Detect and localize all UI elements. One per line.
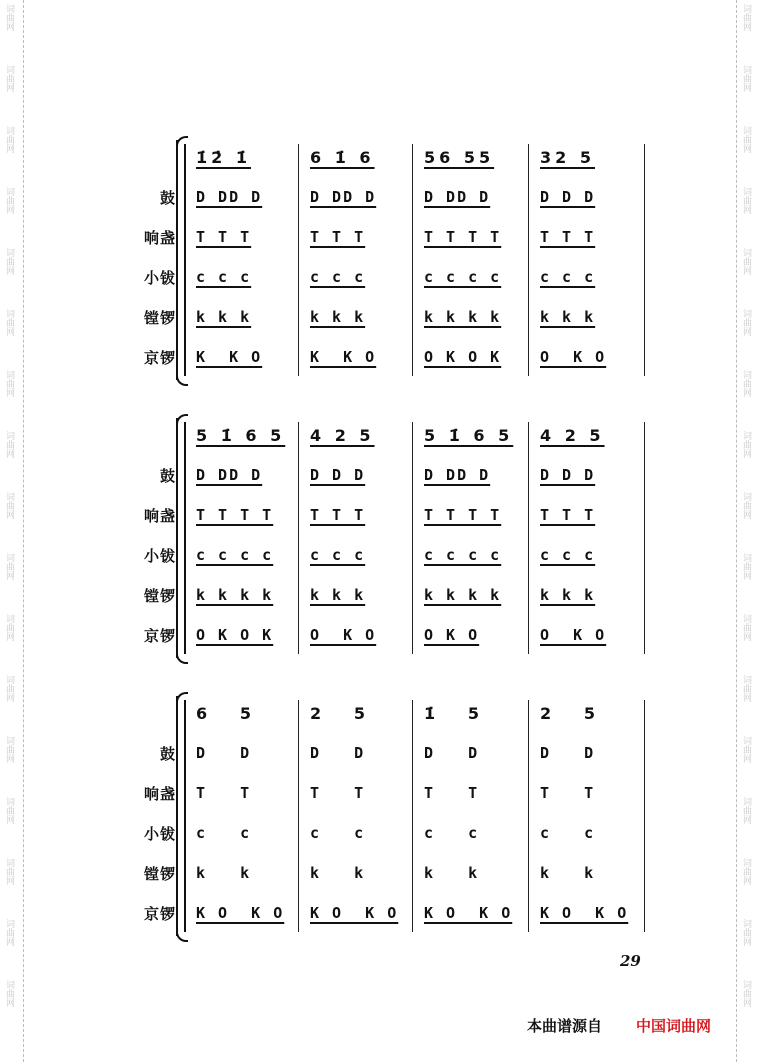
watermark-text: 词曲网 <box>4 431 14 458</box>
melody-measure: 6 1̇ 6 <box>310 148 375 167</box>
barline <box>412 144 413 376</box>
percussion-measure: c c c c <box>424 268 502 286</box>
barline <box>412 422 413 654</box>
instrument-label: 京锣 <box>143 627 176 645</box>
instrument-label: 鼓 <box>159 467 176 485</box>
percussion-measure: D DD D <box>424 466 491 484</box>
watermark-text: 词曲网 <box>741 370 751 397</box>
percussion-measure: K O K O <box>424 904 513 922</box>
percussion-measure: k k k <box>310 586 366 604</box>
percussion-measure: k k k <box>540 308 596 326</box>
percussion-measure: D D <box>196 744 252 762</box>
percussion-measure: c c <box>310 824 366 842</box>
percussion-measure: k k <box>424 864 480 882</box>
watermark-text: 词曲网 <box>4 858 14 885</box>
percussion-measure: k k <box>196 864 252 882</box>
percussion-measure: K K O <box>310 348 377 366</box>
percussion-measure: D D <box>540 744 596 762</box>
instrument-label: 响盏 <box>143 229 176 247</box>
percussion-measure: T T <box>424 784 480 802</box>
instrument-label: 小钹 <box>143 825 176 843</box>
watermark-text: 词曲网 <box>741 919 751 946</box>
watermark-text: 词曲网 <box>741 797 751 824</box>
percussion-measure: O K O <box>540 348 607 366</box>
watermark-text: 词曲网 <box>4 248 14 275</box>
system-bracket-bottom <box>176 652 188 664</box>
melody-measure: 2 5 <box>540 704 599 723</box>
barline <box>528 144 529 376</box>
percussion-measure: T T T <box>310 506 366 524</box>
instrument-label: 小钹 <box>143 547 176 565</box>
percussion-measure: D D <box>310 744 366 762</box>
instrument-label: 鼓 <box>159 745 176 763</box>
percussion-measure: O K O <box>310 626 377 644</box>
percussion-measure: c c c <box>540 546 596 564</box>
system-bracket-bottom <box>176 930 188 942</box>
percussion-measure: c c c <box>310 546 366 564</box>
watermark-text: 词曲网 <box>741 431 751 458</box>
percussion-measure: T T T T <box>424 506 502 524</box>
percussion-measure: O K O K <box>196 626 274 644</box>
percussion-measure: D D D <box>310 466 366 484</box>
watermark-text: 词曲网 <box>4 797 14 824</box>
percussion-measure: c c c <box>540 268 596 286</box>
watermark-text: 词曲网 <box>4 309 14 336</box>
watermark-text: 词曲网 <box>741 675 751 702</box>
instrument-label: 小钹 <box>143 269 176 287</box>
melody-measure: 4 2 5 <box>310 426 375 445</box>
watermark-text: 词曲网 <box>4 919 14 946</box>
percussion-measure: T T <box>310 784 366 802</box>
barline <box>644 422 645 654</box>
percussion-measure: T T T <box>540 506 596 524</box>
footer-source-text: 本曲谱源自 <box>527 1017 603 1035</box>
percussion-measure: D D D <box>540 188 596 206</box>
watermark-text: 词曲网 <box>741 248 751 275</box>
watermark-text: 词曲网 <box>4 65 14 92</box>
instrument-label: 镗锣 <box>143 865 176 883</box>
percussion-measure: D DD D <box>196 188 263 206</box>
watermark-text: 词曲网 <box>4 553 14 580</box>
barline <box>528 700 529 932</box>
watermark-text: 词曲网 <box>4 736 14 763</box>
watermark-text: 词曲网 <box>4 980 14 1007</box>
percussion-measure: T T T <box>196 228 252 246</box>
percussion-measure: c c c c <box>196 546 274 564</box>
watermark-text: 词曲网 <box>4 370 14 397</box>
percussion-measure: c c <box>424 824 480 842</box>
percussion-measure: T T T <box>540 228 596 246</box>
barline <box>298 700 299 932</box>
system-start-line <box>184 422 186 654</box>
system-bracket-bottom <box>176 374 188 386</box>
system-bracket <box>176 140 178 380</box>
watermark-text: 词曲网 <box>4 614 14 641</box>
percussion-measure: c c <box>196 824 252 842</box>
instrument-label: 镗锣 <box>143 587 176 605</box>
barline <box>298 422 299 654</box>
system-start-line <box>184 700 186 932</box>
percussion-measure: k k k <box>310 308 366 326</box>
percussion-measure: T T T T <box>424 228 502 246</box>
watermark-text: 词曲网 <box>741 980 751 1007</box>
percussion-measure: k k <box>310 864 366 882</box>
percussion-measure: K O K O <box>540 904 629 922</box>
melody-measure: 5 1̇ 6 5 <box>196 426 286 445</box>
percussion-measure: k k k <box>196 308 252 326</box>
system-bracket <box>176 418 178 658</box>
barline <box>412 700 413 932</box>
page-number: 29 <box>620 952 641 970</box>
instrument-label: 镗锣 <box>143 309 176 327</box>
percussion-measure: k k k k <box>424 308 502 326</box>
watermark-text: 词曲网 <box>4 187 14 214</box>
melody-measure: 1̇ 5 <box>424 704 483 723</box>
system-bracket <box>176 696 178 936</box>
percussion-measure: D DD D <box>310 188 377 206</box>
right-watermark-strip <box>736 0 760 1062</box>
percussion-measure: c c c c <box>424 546 502 564</box>
barline <box>528 422 529 654</box>
percussion-measure: K K O <box>196 348 263 366</box>
watermark-text: 词曲网 <box>741 187 751 214</box>
watermark-text: 词曲网 <box>4 4 14 31</box>
watermark-text: 词曲网 <box>741 492 751 519</box>
watermark-text: 词曲网 <box>741 736 751 763</box>
watermark-text: 词曲网 <box>741 553 751 580</box>
melody-measure: 56 55 <box>424 148 495 167</box>
percussion-measure: T T <box>196 784 252 802</box>
watermark-text: 词曲网 <box>741 65 751 92</box>
melody-measure: 4 2 5 <box>540 426 605 445</box>
instrument-label: 京锣 <box>143 905 176 923</box>
watermark-text: 词曲网 <box>741 309 751 336</box>
percussion-measure: k k k k <box>424 586 502 604</box>
percussion-measure: D D <box>424 744 480 762</box>
percussion-measure: k k <box>540 864 596 882</box>
percussion-measure: K O K O <box>310 904 399 922</box>
watermark-text: 词曲网 <box>4 675 14 702</box>
watermark-text: 词曲网 <box>741 126 751 153</box>
watermark-text: 词曲网 <box>4 492 14 519</box>
melody-measure: 6 5 <box>196 704 255 723</box>
percussion-measure: T T T <box>310 228 366 246</box>
percussion-measure: T T T T <box>196 506 274 524</box>
melody-measure: 2 5 <box>310 704 369 723</box>
percussion-measure: O K O <box>540 626 607 644</box>
barline <box>644 144 645 376</box>
watermark-text: 词曲网 <box>4 126 14 153</box>
melody-measure: 1̇2̇ 1̇ <box>196 148 251 167</box>
percussion-measure: O K O <box>424 626 480 644</box>
percussion-measure: c c <box>540 824 596 842</box>
instrument-label: 京锣 <box>143 349 176 367</box>
barline <box>644 700 645 932</box>
melody-measure: 5 1̇ 6 5 <box>424 426 514 445</box>
percussion-measure: D DD D <box>424 188 491 206</box>
percussion-measure: k k k k <box>196 586 274 604</box>
percussion-measure: T T <box>540 784 596 802</box>
instrument-label: 鼓 <box>159 189 176 207</box>
percussion-measure: k k k <box>540 586 596 604</box>
melody-measure: 32 5 <box>540 148 595 167</box>
footer-site-link[interactable]: 中国词曲网 <box>636 1017 712 1035</box>
barline <box>298 144 299 376</box>
watermark-text: 词曲网 <box>741 614 751 641</box>
percussion-measure: D DD D <box>196 466 263 484</box>
percussion-measure: c c c <box>196 268 252 286</box>
percussion-measure: O K O K <box>424 348 502 366</box>
instrument-label: 响盏 <box>143 785 176 803</box>
watermark-text: 词曲网 <box>741 4 751 31</box>
instrument-label: 响盏 <box>143 507 176 525</box>
watermark-text: 词曲网 <box>741 858 751 885</box>
percussion-measure: c c c <box>310 268 366 286</box>
left-watermark-strip <box>0 0 24 1062</box>
system-start-line <box>184 144 186 376</box>
percussion-measure: D D D <box>540 466 596 484</box>
percussion-measure: K O K O <box>196 904 285 922</box>
